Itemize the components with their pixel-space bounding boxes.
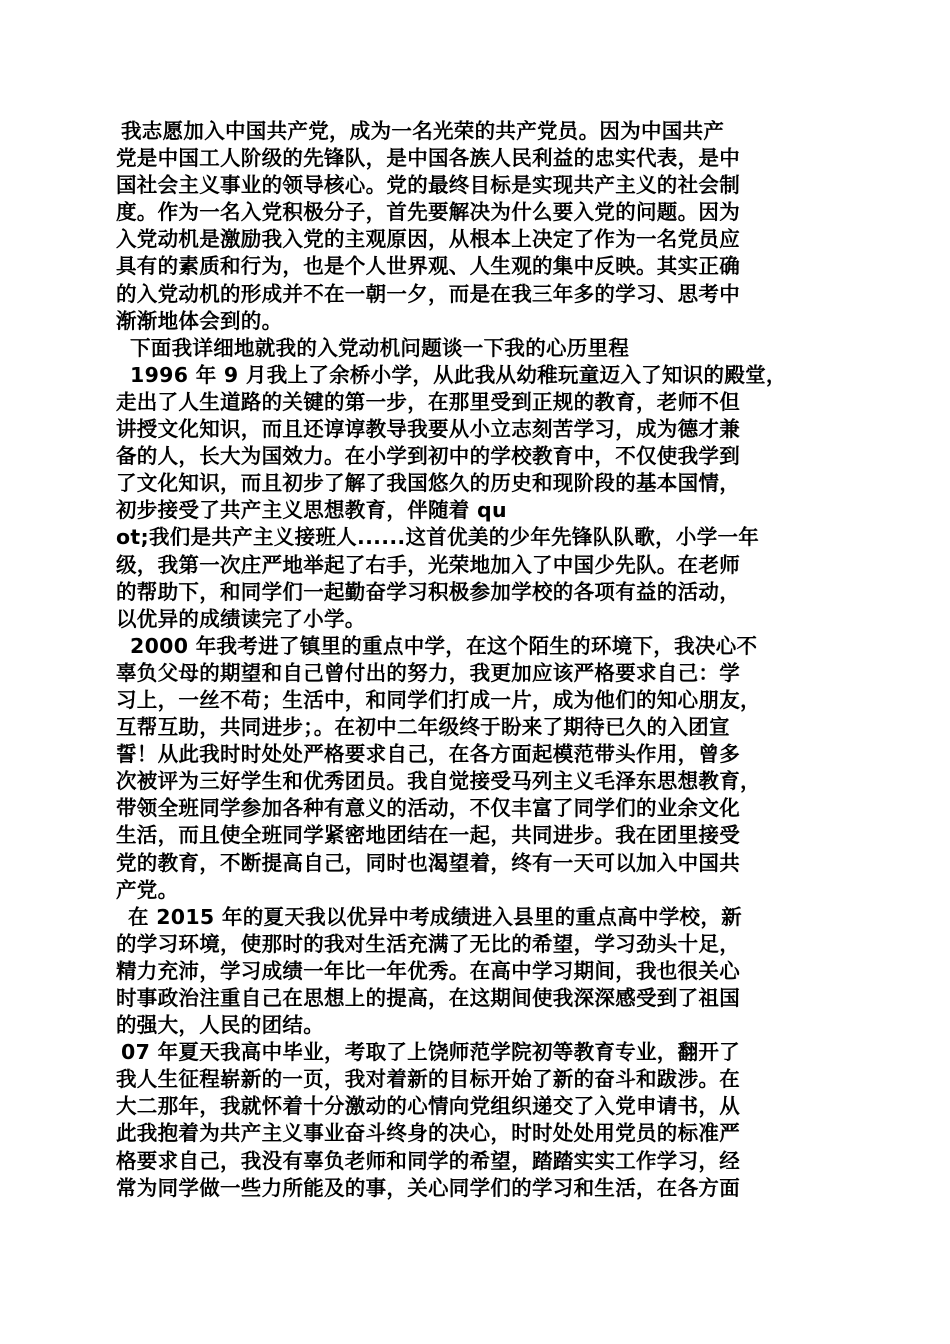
paragraph-line: 的学习环境，使那时的我对生活充满了无比的希望，学习劲头十足， [116, 931, 740, 956]
paragraph-line: 讲授文化知识，而且还谆谆教导我要从小立志刻苦学习，成为德才兼 [116, 417, 740, 442]
paragraph-line: 大二那年，我就怀着十分激动的心情向党组织递交了入党申请书，从 [116, 1094, 740, 1119]
paragraph-line: 级，我第一次庄严地举起了右手，光荣地加入了中国少先队。在老师 [116, 552, 740, 577]
paragraph-line: ot;我们是共产主义接班人......这首优美的少年先锋队队歌，小学一年 [116, 525, 760, 550]
paragraph-line: 在 2015 年的夏天我以优异中考成绩进入县里的重点高中学校，新 [128, 904, 742, 929]
paragraph-line: 党是中国工人阶级的先锋队，是中国各族人民利益的忠实代表，是中 [116, 146, 740, 171]
paragraph-line: 具有的素质和行为，也是个人世界观、人生观的集中反映。其实正确 [116, 254, 740, 279]
paragraph-line: 辜负父母的期望和自己曾付出的努力，我更加应该严格要求自己：学 [116, 660, 740, 685]
paragraph-line: 07 年夏天我高中毕业，考取了上饶师范学院初等教育专业，翻开了 [121, 1040, 740, 1065]
paragraph-line: 时事政治注重自己在思想上的提高，在这期间使我深深感受到了祖国 [116, 986, 740, 1010]
paragraph-line: 1996 年 9 月我上了余桥小学，从此我从幼稚玩童迈入了知识的殿堂， [130, 362, 787, 387]
paragraph-line: 以优异的成绩读完了小学。 [116, 606, 366, 631]
paragraph-line: 渐渐地体会到的。 [116, 308, 283, 333]
paragraph-line: 精力充沛，学习成绩一年比一年优秀。在高中学习期间，我也很关心 [116, 958, 740, 983]
paragraph-line: 生活，而且使全班同学紧密地团结在一起，共同进步。我在团里接受 [116, 823, 740, 848]
paragraph-line: 国社会主义事业的领导核心。党的最终目标是实现共产主义的社会制 [116, 173, 740, 198]
paragraph-line: 誓！从此我时时处处严格要求自己，在各方面起模范带头作用，曾多 [116, 742, 740, 767]
paragraph-line: 党的教育，不断提高自己，同时也渴望着，终有一天可以加入中国共 [116, 850, 740, 875]
paragraph-line: 互帮互助，共同进步；。在初中二年级终于盼来了期待已久的入团宣 [116, 715, 730, 740]
paragraph-line: 此我抱着为共产主义事业奋斗终身的决心，时时处处用党员的标准严 [116, 1121, 740, 1146]
paragraph-line: 产党。 [116, 877, 179, 902]
paragraph-line: 格要求自己，我没有辜负老师和同学的希望，踏踏实实工作学习，经 [116, 1148, 740, 1173]
paragraph-line: 的入党动机的形成并不在一朝一夕，而是在我三年多的学习、思考中 [116, 281, 740, 306]
paragraph-line: 带领全班同学参加各种有意义的活动，不仅丰富了同学们的业余文化 [116, 796, 740, 821]
paragraph-line: 我人生征程崭新的一页，我对着新的目标开始了新的奋斗和跋涉。在 [116, 1067, 740, 1092]
paragraph-line: 度。作为一名入党积极分子，首先要解决为什么要入党的问题。因为 [116, 200, 740, 225]
document-body [116, 118, 846, 1202]
paragraph-line: 的帮助下，和同学们一起勤奋学习积极参加学校的各项有益的活动， [116, 579, 740, 604]
paragraph-line: 次被评为三好学生和优秀团员。我自觉接受马列主义毛泽东思想教育， [116, 769, 761, 794]
paragraph-line: 习上，一丝不苟；生活中，和同学们打成一片，成为他们的知心朋友， [116, 687, 761, 712]
paragraph-line: 初步接受了共产主义思想教育，伴随着 qu [116, 498, 507, 523]
paragraph-line: 备的人，长大为国效力。在小学到初中的学校教育中，不仅使我学到 [116, 444, 740, 469]
paragraph-line: 的强大，人民的团结。 [116, 1013, 324, 1038]
paragraph-line: 下面我详细地就我的入党动机问题谈一下我的心历里程 [130, 335, 630, 360]
paragraph-line: 我志愿加入中国共产党，成为一名光荣的共产党员。因为中国共产 [121, 119, 725, 143]
paragraph-line: 了文化知识，而且初步了解了我国悠久的历史和现阶段的基本国情， [116, 471, 740, 496]
paragraph-line: 入党动机是激励我入党的主观原因，从根本上决定了作为一名党员应 [116, 227, 740, 252]
paragraph-line: 走出了人生道路的关键的第一步，在那里受到正规的教育，老师不但 [116, 389, 740, 414]
paragraph-line: 常为同学做一些力所能及的事，关心同学们的学习和生活，在各方面 [116, 1175, 740, 1200]
paragraph-line: 2000 年我考进了镇里的重点中学，在这个陌生的环境下，我决心不 [130, 633, 758, 658]
